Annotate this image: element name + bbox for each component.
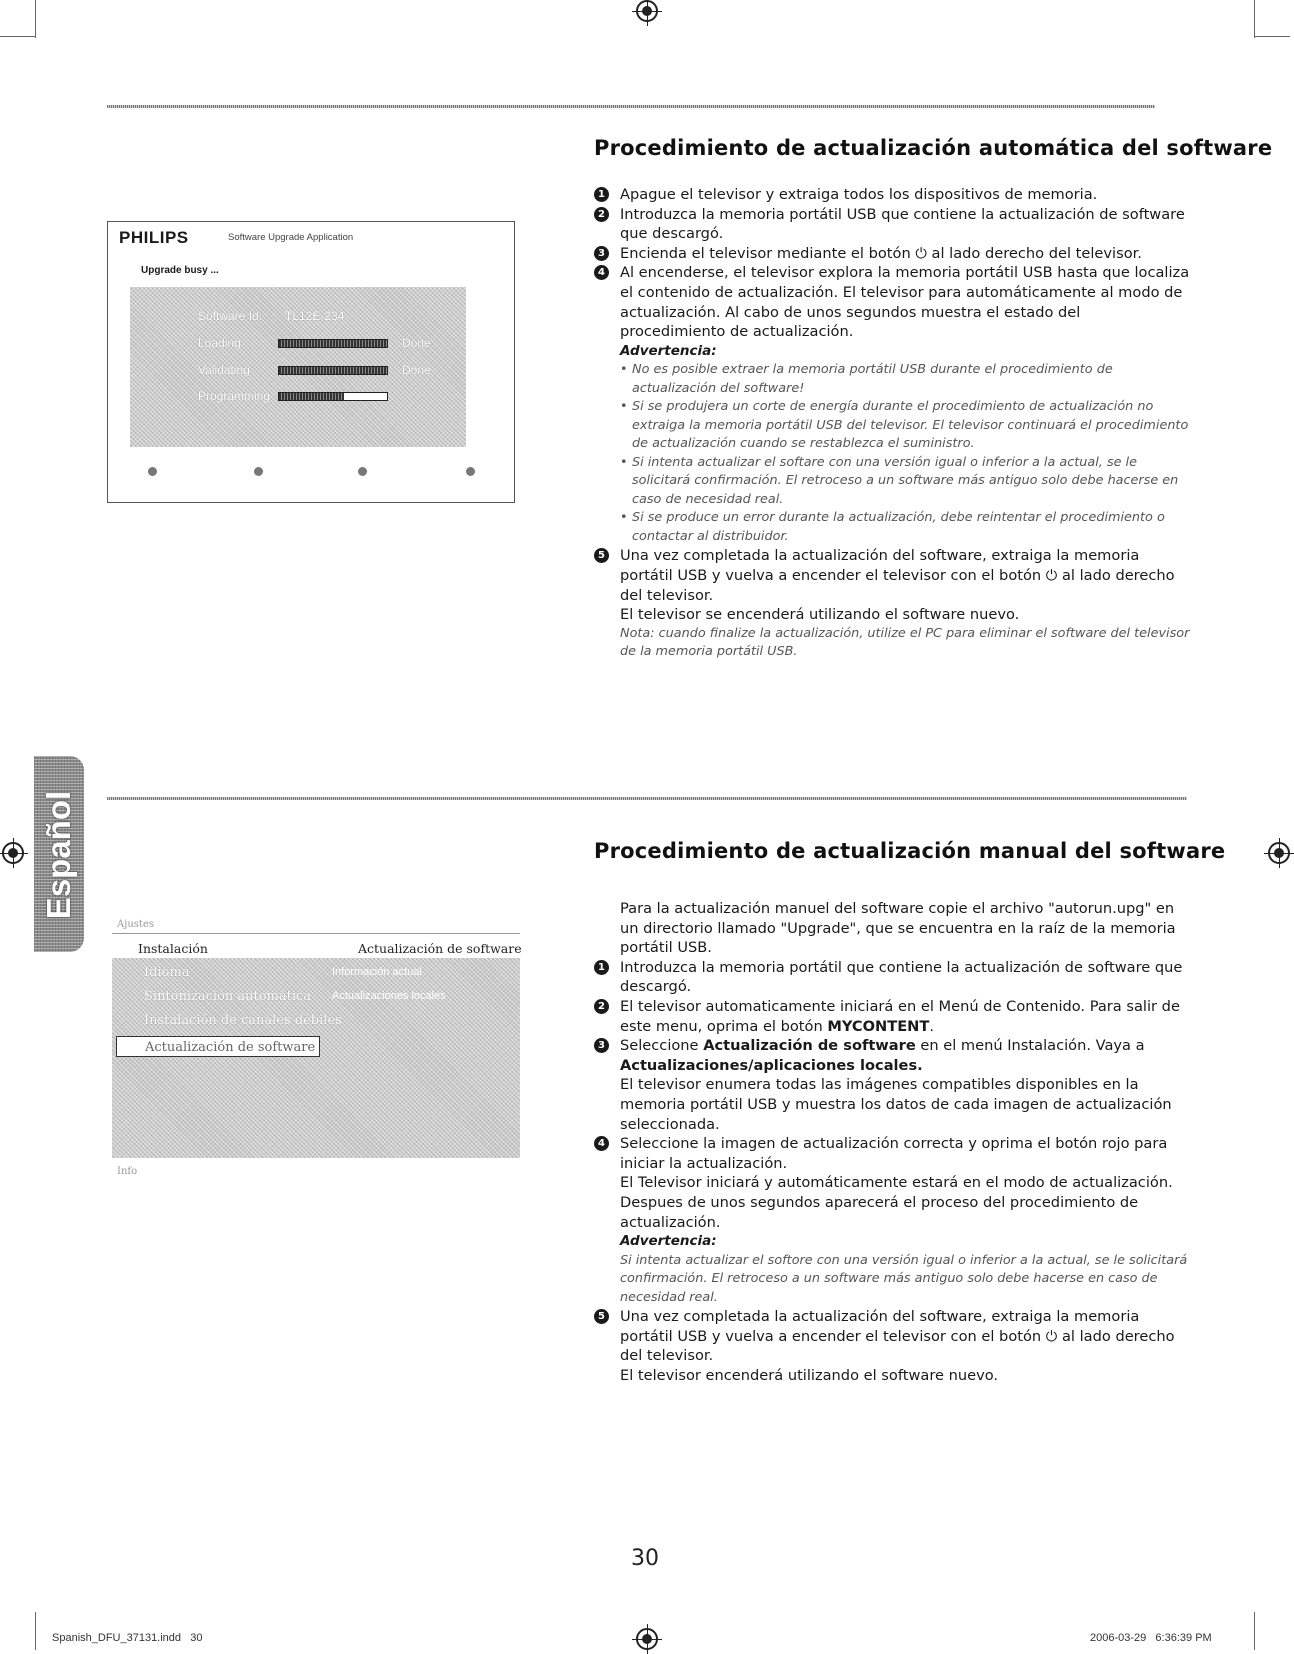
step-text: Seleccione la imagen de actualización correcta y oprima el botón rojo para iniciar la actualización. [620, 1135, 1168, 1172]
progress-panel [130, 287, 466, 447]
mycontent-button-label: MYCONTENT [827, 1017, 930, 1035]
crop-mark [1254, 0, 1255, 38]
section1-title: Procedimiento de actualización automática del software [594, 136, 1273, 160]
progress-bar-fill [279, 340, 387, 347]
step-number-icon: 2 [594, 999, 609, 1014]
menu-item[interactable]: Sintonización automática [144, 989, 312, 1004]
step3-extra: El televisor enumera todas las imágenes compatibles disponibles en la memoria portátil USB y muestra los datos de cada imagen de actualización seleccionada. [620, 1076, 1172, 1133]
crop-mark [0, 36, 36, 37]
step-2 [594, 997, 1190, 1036]
info-label: Info [117, 1166, 138, 1177]
color-key-icon [148, 467, 157, 476]
footer-timestamp: 2006-03-29 6:36:39 PM [1090, 1632, 1212, 1644]
section-divider [107, 105, 1155, 108]
step-number-icon: 4 [594, 265, 609, 280]
language-side-tab [34, 756, 84, 952]
app-title: Software Upgrade Application [228, 232, 354, 243]
software-id-label: Software Id: [198, 309, 263, 323]
settings-menu [112, 958, 520, 1158]
menu-header-rule [112, 933, 520, 934]
step-number-icon: 1 [594, 187, 609, 202]
page-number: 30 [631, 1546, 659, 1571]
step-1 [594, 185, 1190, 205]
registration-mark-icon [2, 842, 24, 864]
step-text: Una vez completada la actualización del software, extraiga la memoria portátil USB y vuelva a encender el televisor con el botón ⏻ al lado derecho del televisor. [620, 1308, 1175, 1365]
software-id-value: TL12E-234 [285, 309, 345, 323]
step4-extra: El Televisor iniciará y automáticamente estará en el modo de actualización. Despues de unos segundos aparecerá el proceso del procedimiento de actualización. [620, 1174, 1173, 1231]
warning-item: Si intenta actualizar el softore con una versión igual o inferior a la actual, se le solicitará confirmación. El retroceso a un software más antiguo solo debe hacerse en caso de necesidad real. [620, 1252, 1188, 1305]
step-text: Apague el televisor y extraiga todos los dispositivos de memoria. [620, 186, 1098, 203]
step-3 [594, 1036, 1190, 1075]
menu-item-reference: Actualización de software [703, 1037, 916, 1055]
progress-bar-fill [279, 393, 344, 400]
step-number-icon: 3 [594, 246, 609, 261]
menu-item[interactable]: Instalación de canales débiles [144, 1013, 342, 1028]
section-divider [107, 797, 1187, 800]
step-5 [594, 1307, 1190, 1366]
footer-filename: Spanish_DFU_37131.indd 30 [52, 1632, 203, 1644]
color-key-icon [254, 467, 263, 476]
progress-bar-fill [279, 367, 387, 374]
step-number-icon: 5 [594, 1309, 609, 1324]
progress-label: Loading [198, 336, 241, 350]
step-number-icon: 1 [594, 960, 609, 975]
menu-item[interactable]: Idioma [144, 965, 190, 980]
warning-label: Advertencia: [620, 342, 717, 359]
settings-top-label: Ajustes [117, 919, 154, 930]
warning-item: • No es posible extraer la memoria portátil USB durante el procedimiento de actualización del software! [620, 361, 1190, 398]
menu-left-header: Instalación [138, 941, 208, 956]
progress-bar [278, 366, 388, 375]
intro: Para la actualización manuel del software copie el archivo "autorun.upg" en un directorio llamado "Upgrade", que se encuentra en la raíz de la memoria portátil USB. [620, 900, 1176, 957]
step-4 [594, 263, 1190, 341]
crop-mark [35, 0, 36, 38]
section1-steps [594, 185, 1190, 662]
step-text: . [929, 1017, 934, 1035]
menu-item-selected[interactable]: Actualización de software [116, 1036, 320, 1057]
step-5 [594, 546, 1190, 605]
crop-mark [1254, 1612, 1255, 1650]
step-text: Una vez completada la actualización del software, extraiga la memoria portátil USB y vuelva a encender el televisor con el botón ⏻ al lado derecho del televisor. [620, 547, 1175, 604]
progress-label: Validating [198, 363, 250, 377]
step5-extra: El televisor se encenderá utilizando el software nuevo. [620, 606, 1020, 624]
step-1 [594, 958, 1190, 997]
step-number-icon: 2 [594, 207, 609, 222]
step-text: Encienda el televisor mediante el botón ⏻ al lado derecho del televisor. [620, 244, 1142, 262]
progress-bar [278, 339, 388, 348]
step-text: Al encenderse, el televisor explora la memoria portátil USB hasta que localiza el contenido de actualización. El televisor para automáticamente al modo de actualización. Al cabo de unos segundos muestra el estado del procedimiento de actualización. [620, 264, 1190, 341]
menu-right-header: Actualización de software [358, 941, 522, 956]
warning-label: Advertencia: [620, 1233, 717, 1250]
crop-mark [35, 1612, 36, 1650]
step-number-icon: 5 [594, 548, 609, 563]
warning-block [594, 342, 1190, 547]
philips-logo: PHILIPS [119, 228, 189, 247]
step-text: Introduzca la memoria portátil USB que contiene la actualización de software que descargó. [620, 205, 1185, 243]
progress-status: Done [402, 336, 431, 350]
section2-title: Procedimiento de actualización manual del software [594, 839, 1226, 863]
progress-label: Programming [198, 389, 271, 403]
menu-item-reference: Actualizaciones/aplicaciones locales. [620, 1056, 923, 1074]
warning-item: • Si intenta actualizar el softare con una versión igual o inferior a la actual, se le solicitará confirmación. El retroceso a un software más antiguo solo debe hacerse en caso de necesidad real. [620, 454, 1190, 510]
step-4 [594, 1134, 1190, 1173]
step-2 [594, 205, 1190, 244]
submenu-item[interactable]: Información actual [332, 966, 422, 978]
submenu-item[interactable]: Actualizaciones locales [332, 990, 446, 1002]
step-number-icon: 3 [594, 1038, 609, 1053]
step-text: Introduzca la memoria portátil que contiene la actualización de software que descargó. [620, 958, 1183, 996]
step-text: El televisor automaticamente iniciará en el Menú de Contenido. Para salir de este menu, oprima el botón [620, 997, 1180, 1035]
step-number-icon: 4 [594, 1136, 609, 1151]
step5-extra: El televisor encenderá utilizando el software nuevo. [620, 1366, 999, 1384]
step-3 [594, 244, 1190, 264]
step-text: Seleccione [620, 1037, 704, 1055]
warning-item: • Si se produce un error durante la actualización, debe reintentar el procedimiento o contactar al distribuidor. [620, 509, 1190, 546]
progress-bar [278, 392, 388, 401]
registration-mark-icon [636, 0, 658, 22]
warning-block [594, 1232, 1190, 1307]
step-text: en el menú Instalación. Vaya a [915, 1037, 1145, 1055]
warning-item: • Si se produjera un corte de energía durante el procedimiento de actualización no extraiga la memoria portátil USB del televisor. El televisor continuará el procedimiento de actualización cuando se restablezca el suministro. [620, 398, 1190, 454]
progress-status: Done [402, 363, 431, 377]
registration-mark-icon [636, 1628, 658, 1650]
crop-mark [1254, 36, 1290, 37]
color-key-icon [358, 467, 367, 476]
note: Nota: cuando finalize la actualización, utilize el PC para eliminar el software del televisor de la memoria portátil USB. [620, 625, 1190, 660]
section2-steps [594, 899, 1190, 1386]
side-tab-label: Español [40, 790, 77, 920]
registration-mark-icon [1268, 842, 1290, 864]
color-key-icon [466, 467, 475, 476]
upgrade-status: Upgrade busy ... [141, 265, 219, 276]
upgrade-screen [107, 221, 515, 503]
